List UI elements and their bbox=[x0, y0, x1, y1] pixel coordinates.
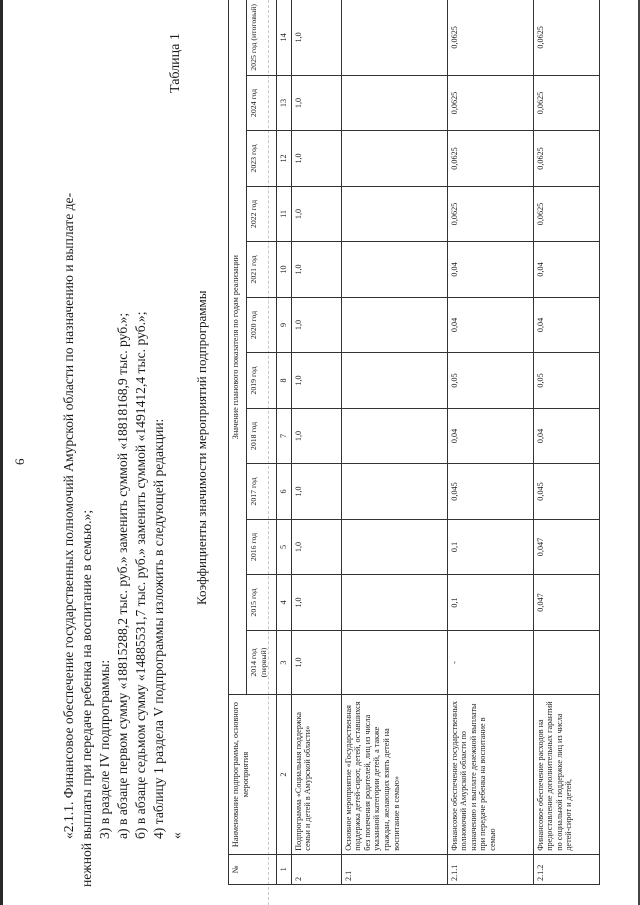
value-cell: 0,0625 bbox=[533, 0, 599, 75]
row-number: 2 bbox=[291, 854, 341, 884]
value-cell: 1,0 bbox=[291, 186, 341, 242]
value-cell: 0,045 bbox=[533, 464, 599, 520]
value-cell: 1,0 bbox=[291, 75, 341, 131]
value-cell bbox=[341, 131, 447, 187]
index-cell: 2 bbox=[277, 695, 292, 854]
index-cell: 7 bbox=[277, 408, 292, 464]
value-cell: 0,0625 bbox=[447, 75, 533, 131]
page-number: 6 bbox=[12, 458, 27, 465]
index-cell: 12 bbox=[277, 131, 292, 187]
index-cell: 14 bbox=[277, 0, 292, 75]
header-year-2024: 2024 год bbox=[247, 75, 277, 131]
value-cell: 0,0625 bbox=[533, 186, 599, 242]
index-row bbox=[277, 0, 292, 885]
value-cell: 0,05 bbox=[533, 353, 599, 409]
table-row bbox=[447, 0, 533, 885]
header-year-2023: 2023 год bbox=[247, 131, 277, 187]
value-cell bbox=[341, 575, 447, 631]
header-year-2020: 2020 год bbox=[247, 297, 277, 353]
value-cell bbox=[533, 630, 599, 695]
intro-line-4: а) в абзаце первом сумму «18815288,2 тыс. руб.» заменить суммой «18818168,9 тыс. руб.»; bbox=[115, 312, 130, 839]
header-year-2018: 2018 год bbox=[247, 408, 277, 464]
header-group: Значение планового показателя по годам реализации bbox=[229, 0, 247, 695]
header-year-2021: 2021 год bbox=[247, 242, 277, 298]
intro-line-7: « bbox=[169, 832, 184, 839]
intro-line-5: б) в абзаце седьмом сумму «14885531,7 тыс. руб.» заменить суммой «1491412,4 тыс. руб.»; bbox=[133, 311, 148, 839]
value-cell: 1,0 bbox=[291, 0, 341, 75]
coefficients-table bbox=[228, 0, 600, 885]
value-cell bbox=[341, 353, 447, 409]
value-cell: 1,0 bbox=[291, 242, 341, 298]
value-cell: 0,04 bbox=[533, 242, 599, 298]
value-cell: 0,0625 bbox=[447, 186, 533, 242]
value-cell: 0,047 bbox=[533, 519, 599, 575]
row-number: 2.1.2 bbox=[533, 854, 599, 884]
table-row bbox=[291, 0, 341, 885]
row-name: Основное мероприятие «Государственная поддержка детей-сирот, детей, оставшихся без попечения родителей, лиц из числа указанной категории детей, а также граждан, желающих взять детей на воспитание в семью» bbox=[341, 695, 447, 854]
table-row bbox=[341, 0, 447, 885]
index-cell: 13 bbox=[277, 75, 292, 131]
value-cell bbox=[341, 519, 447, 575]
value-cell: 0,04 bbox=[447, 408, 533, 464]
value-cell: 1,0 bbox=[291, 408, 341, 464]
header-no: № bbox=[229, 854, 277, 884]
value-cell bbox=[341, 464, 447, 520]
intro-line-2: нежной выплаты при передаче ребенка на воспитание в семью.»; bbox=[79, 509, 94, 887]
index-cell: 10 bbox=[277, 242, 292, 298]
value-cell: 1,0 bbox=[291, 297, 341, 353]
header-year-2014: 2014 год (первый) bbox=[247, 630, 277, 695]
index-cell: 1 bbox=[277, 854, 292, 884]
value-cell bbox=[341, 75, 447, 131]
value-cell bbox=[341, 297, 447, 353]
index-cell: 4 bbox=[277, 575, 292, 631]
value-cell: 0,0625 bbox=[447, 0, 533, 75]
value-cell: 1,0 bbox=[291, 630, 341, 695]
table-row bbox=[533, 0, 599, 885]
header-year-2022: 2022 год bbox=[247, 186, 277, 242]
value-cell: 0,04 bbox=[533, 297, 599, 353]
intro-line-3: 3) в разделе IV подпрограммы: bbox=[97, 659, 112, 839]
row-name: Подпрограмма «Социальная поддержка семьи и детей в Амурской области» bbox=[291, 695, 341, 854]
value-cell bbox=[341, 186, 447, 242]
value-cell: 1,0 bbox=[291, 519, 341, 575]
value-cell: 0,0625 bbox=[447, 131, 533, 187]
row-number: 2.1 bbox=[341, 854, 447, 884]
intro-line-1: «2.1.1. Финансовое обеспечение государственных полномочий Амурской области по назначению и выплате де- bbox=[61, 192, 76, 839]
index-cell: 3 bbox=[277, 630, 292, 695]
row-number: 2.1.1 bbox=[447, 854, 533, 884]
value-cell: 0,04 bbox=[447, 297, 533, 353]
value-cell: 1,0 bbox=[291, 575, 341, 631]
value-cell: - bbox=[447, 630, 533, 695]
table-title: Коэффициенты значимости мероприятий подпрограммы bbox=[194, 290, 209, 605]
index-cell: 11 bbox=[277, 186, 292, 242]
table-label: Таблица 1 bbox=[168, 33, 183, 93]
row-name: Финансовое обеспечение государственных полномочий Амурской области по назначению и выплате денежной выплаты при передаче ребенка на воспитание в семью bbox=[447, 695, 533, 854]
value-cell bbox=[341, 0, 447, 75]
value-cell: 0,1 bbox=[447, 575, 533, 631]
header-year-2025: 2025 год (итоговый) bbox=[247, 0, 277, 75]
value-cell: 1,0 bbox=[291, 353, 341, 409]
intro-line-6: 4) таблицу 1 раздела V подпрограммы изложить в следующей редакции: bbox=[151, 418, 166, 839]
index-cell: 8 bbox=[277, 353, 292, 409]
value-cell: 0,0625 bbox=[533, 131, 599, 187]
value-cell bbox=[341, 630, 447, 695]
value-cell: 1,0 bbox=[291, 131, 341, 187]
value-cell: 0,04 bbox=[533, 408, 599, 464]
index-cell: 5 bbox=[277, 519, 292, 575]
value-cell: 0,05 bbox=[447, 353, 533, 409]
value-cell: 0,0625 bbox=[533, 75, 599, 131]
header-year-2019: 2019 год bbox=[247, 353, 277, 409]
value-cell: 0,04 bbox=[447, 242, 533, 298]
header-year-2016: 2016 год bbox=[247, 519, 277, 575]
header-year-2017: 2017 год bbox=[247, 464, 277, 520]
value-cell: 0,047 bbox=[533, 575, 599, 631]
header-name: Наименование подпрограммы, основного мероприятия bbox=[229, 695, 277, 854]
value-cell: 0,1 bbox=[447, 519, 533, 575]
row-name: Финансовое обеспечение расходов на предоставление дополнительных гарантий по социальной поддержке лиц из числа детей-сирот и детей, bbox=[533, 695, 599, 854]
index-cell: 6 bbox=[277, 464, 292, 520]
header-year-2015: 2015 год bbox=[247, 575, 277, 631]
value-cell: 0,045 bbox=[447, 464, 533, 520]
value-cell: 1,0 bbox=[291, 464, 341, 520]
index-cell: 9 bbox=[277, 297, 292, 353]
value-cell bbox=[341, 408, 447, 464]
value-cell bbox=[341, 242, 447, 298]
